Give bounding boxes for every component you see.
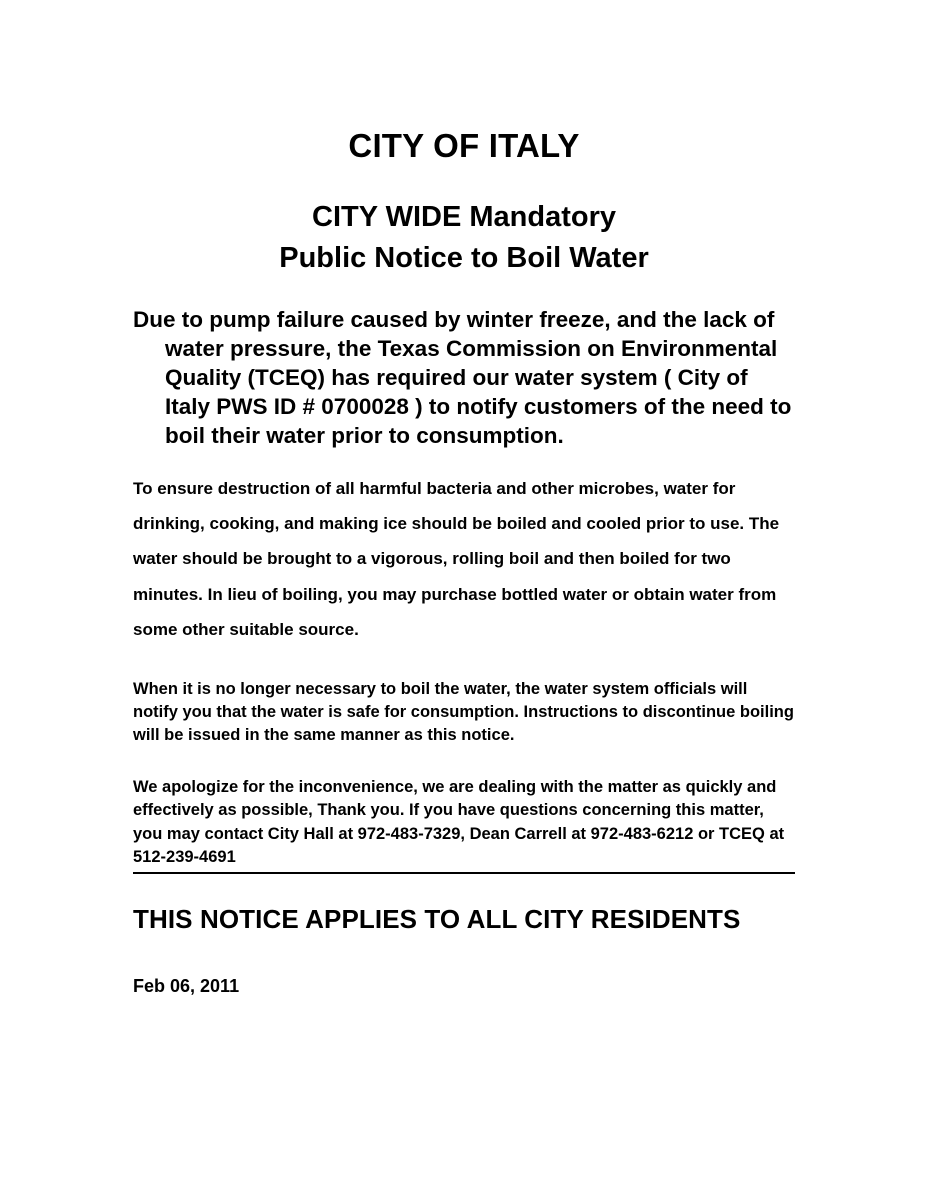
lead-paragraph: Due to pump failure caused by winter freeze, and the lack of water pressure, the Texas Commission on Environmental Quality (TCEQ) has required our water system ( City of Italy PWS ID # 0700028 ) to notify customers of the need to boil their water prior to consumption. — [133, 306, 792, 448]
subtitle-line-1: CITY WIDE Mandatory — [312, 201, 616, 234]
subtitle-line-2: Public Notice to Boil Water — [279, 242, 649, 275]
notice-date: Feb 06, 2011 — [133, 975, 240, 996]
paragraph-contact-info: We apologize for the inconvenience, we are dealing with the matter as quickly and effectively as possible, Thank you. If you have questions concerning this matter, you may contact City Hall at 972-483-7329, Dean Carrell at 972-483-6212 or TCEQ at 512-239-4691 — [133, 777, 785, 867]
paragraph-discontinue-notice: When it is no longer necessary to boil the water, the water system officials will notify you that the water is safe for consumption. Instructions to discontinue boiling will be issued in the same manner as this notice. — [133, 679, 794, 745]
subtitle-heading — [133, 164, 795, 279]
notice-applies-heading: THIS NOTICE APPLIES TO ALL CITY RESIDENTS — [133, 904, 741, 935]
document-body — [133, 0, 795, 997]
page-title: CITY OF ITALY — [348, 127, 580, 164]
paragraph-boiling-instructions: To ensure destruction of all harmful bacteria and other microbes, water for drinking, cooking, and making ice should be boiled and cooled prior to use. The water should be brought to a vigorous, rolling boil and then boiled for two minutes. In lieu of boiling, you may purchase bottled water or obtain water from some other suitable source. — [133, 478, 780, 640]
